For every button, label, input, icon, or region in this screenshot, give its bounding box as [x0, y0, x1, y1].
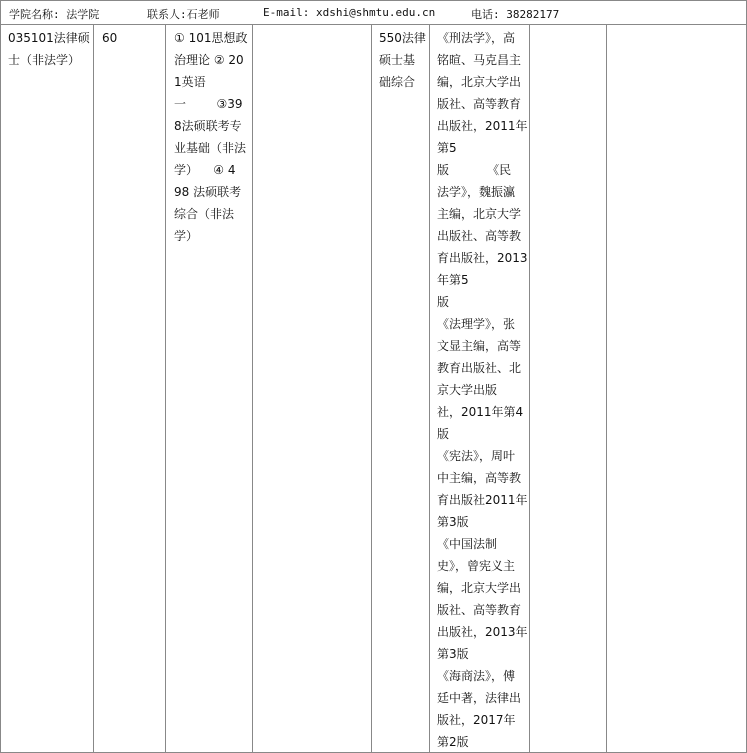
- exam-line: ① 101思想政: [174, 31, 248, 45]
- enrollment-value: 60: [102, 31, 118, 45]
- exam-line: 8法硕联考专: [174, 119, 242, 133]
- college-name: 学院名称: 法学院: [9, 8, 100, 21]
- book-line: 铭暄、马克昌主: [437, 53, 522, 67]
- book-line: 版社、高等教育: [437, 97, 522, 111]
- book-line: 文显主编，高等: [437, 339, 522, 353]
- book-line: 《刑法学》，高: [437, 31, 516, 45]
- contact-person: 联系人:石老师: [147, 8, 220, 21]
- column-divider: [429, 25, 430, 752]
- major-line: 士（非法学）: [8, 53, 81, 67]
- book-line: 廷中著，法律出: [437, 691, 522, 705]
- contact-phone: 电话: 38282177: [471, 8, 560, 21]
- book-line: 第5: [437, 141, 457, 155]
- retest-line: 硕士基: [379, 53, 416, 67]
- book-line: 《中国法制: [437, 537, 498, 551]
- table-header-row: [1, 1, 746, 25]
- exam-line: 98 法硕联考: [174, 185, 242, 199]
- contact-email: E-mail: xdshi@shmtu.edu.cn: [263, 6, 436, 19]
- book-line: 第3版: [437, 647, 469, 661]
- column-divider: [529, 25, 530, 752]
- book-line: 《海商法》，傅: [437, 669, 516, 683]
- exam-line: 学）: [174, 229, 199, 243]
- book-line: 《法理学》，张: [437, 317, 516, 331]
- column-divider: [371, 25, 372, 752]
- book-line: 编，北京大学出: [437, 75, 522, 89]
- enrollment-cell: [102, 27, 162, 49]
- book-line: 编，北京大学出: [437, 581, 522, 595]
- book-line: 版 《民: [437, 163, 512, 177]
- column-divider: [606, 25, 607, 752]
- retest-line: 550法律: [379, 31, 426, 45]
- column-divider: [252, 25, 253, 752]
- reference-books-cell: [437, 27, 529, 753]
- book-line: 第3版: [437, 515, 469, 529]
- exam-subjects-cell: [174, 27, 250, 247]
- book-line: 年第5: [437, 273, 469, 287]
- book-line: 出版社、高等教: [437, 229, 522, 243]
- column-divider: [93, 25, 94, 752]
- book-line: 第2版: [437, 735, 469, 749]
- book-line: 法学》，魏振瀛: [437, 185, 516, 199]
- exam-line: 1英语: [174, 75, 206, 89]
- major-line: 035101法律硕: [8, 31, 90, 45]
- book-line: 育出版社，2013: [437, 251, 528, 265]
- exam-line: 业基础（非法: [174, 141, 247, 155]
- retest-subject-cell: [379, 27, 427, 93]
- book-line: 《宪法》，周叶: [437, 449, 516, 463]
- book-line: 育出版社2011年: [437, 493, 528, 507]
- book-line: 版: [437, 427, 450, 441]
- exam-line: 一 ③39: [174, 97, 243, 111]
- book-line: 版社、高等教育: [437, 603, 522, 617]
- major-cell: [8, 27, 92, 71]
- book-line: 出版社，2013年: [437, 625, 528, 639]
- book-line: 主编，北京大学: [437, 207, 522, 221]
- book-line: 版社，2017年: [437, 713, 516, 727]
- book-line: 中主编，高等教: [437, 471, 522, 485]
- exam-line: 学） ④ 4: [174, 163, 236, 177]
- book-line: 出版社，2011年: [437, 119, 528, 133]
- exam-line: 治理论 ② 20: [174, 53, 244, 67]
- book-line: 社，2011年第4: [437, 405, 524, 419]
- book-line: 京大学出版: [437, 383, 498, 397]
- book-line: 教育出版社、北: [437, 361, 522, 375]
- retest-line: 础综合: [379, 75, 416, 89]
- column-divider: [165, 25, 166, 752]
- book-line: 史》，曾宪义主: [437, 559, 516, 573]
- book-line: 版: [437, 295, 450, 309]
- exam-line: 综合（非法: [174, 207, 235, 221]
